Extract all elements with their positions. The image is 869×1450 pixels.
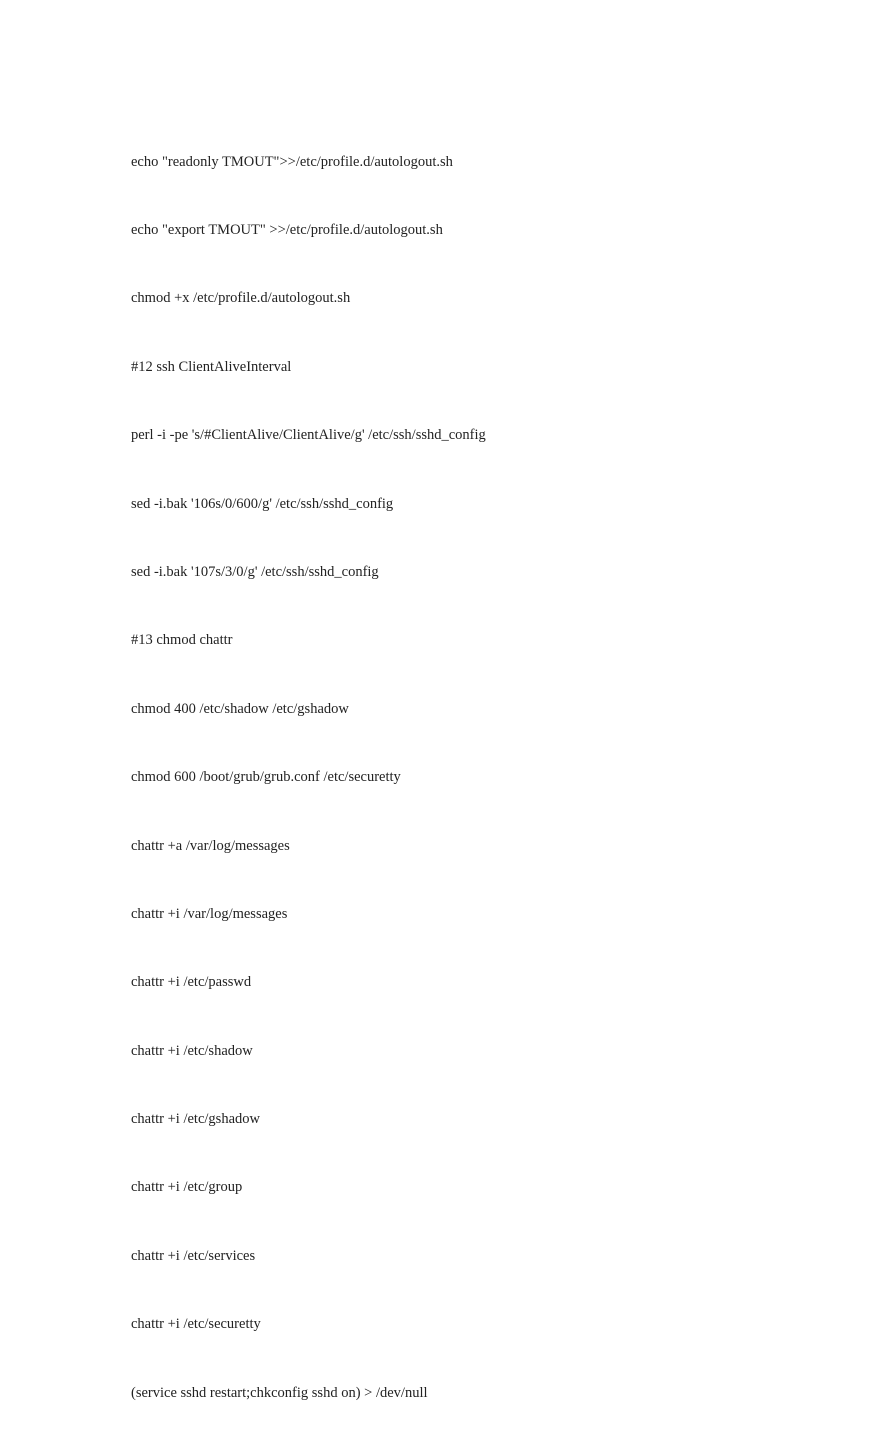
script-line: echo "export TMOUT" >>/etc/profile.d/autologout.sh [131,221,443,238]
script-line: echo "readonly TMOUT">>/etc/profile.d/autologout.sh [131,153,453,170]
script-line: perl -i -pe 's/#ClientAlive/ClientAlive/g' /etc/ssh/sshd_config [131,427,486,444]
script-line: sed -i.bak '106s/0/600/g' /etc/ssh/sshd_config [131,495,394,512]
script-line: chattr +i /etc/group [131,1179,243,1196]
script-line: chattr +a /var/log/messages [131,837,290,854]
script-line: chmod 600 /boot/grub/grub.conf /etc/securetty [131,769,401,786]
script-line: chattr +i /etc/passwd [131,974,252,991]
script-line: chattr +i /etc/services [131,1247,256,1264]
shell-script-text [131,105,486,1450]
script-line: (service sshd restart;chkconfig sshd on) > /dev/null [131,1384,428,1401]
script-line: chattr +i /etc/shadow [131,1042,253,1059]
script-line: sed -i.bak '107s/3/0/g' /etc/ssh/sshd_config [131,563,379,580]
script-line: chattr +i /etc/securetty [131,1316,261,1333]
script-line: chattr +i /var/log/messages [131,905,288,922]
script-line: chattr +i /etc/gshadow [131,1111,260,1128]
script-comment-line: #13 chmod chattr [131,632,233,649]
script-comment-line: #12 ssh ClientAliveInterval [131,358,292,375]
script-line: chmod +x /etc/profile.d/autologout.sh [131,290,351,307]
script-line: chmod 400 /etc/shadow /etc/gshadow [131,700,349,717]
